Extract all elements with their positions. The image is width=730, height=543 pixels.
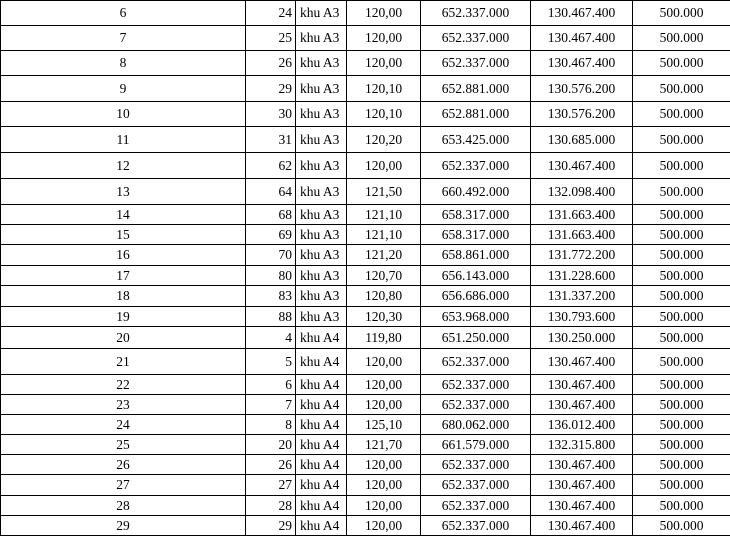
- fee-cell: 500.000: [633, 266, 730, 286]
- size-cell: 121,10: [347, 225, 421, 245]
- plot-number-cell: 62: [246, 153, 296, 179]
- table-row: [1, 435, 730, 455]
- price-cell: 652.881.000: [421, 102, 531, 127]
- fee-cell: 500.000: [633, 225, 730, 245]
- fee-cell: 500.000: [633, 179, 730, 205]
- area-cell: khu A3: [296, 127, 347, 153]
- size-cell: 120,00: [347, 153, 421, 179]
- row-number-cell: 13: [1, 179, 246, 205]
- table-row: [1, 205, 730, 225]
- table-row: [1, 496, 730, 516]
- row-number-cell: 26: [1, 455, 246, 475]
- price-cell: 658.861.000: [421, 245, 531, 266]
- plot-number-cell: 64: [246, 179, 296, 205]
- fee-cell: 500.000: [633, 415, 730, 435]
- size-cell: 120,10: [347, 102, 421, 127]
- row-number-cell: 20: [1, 327, 246, 349]
- row-number-cell: 21: [1, 349, 246, 375]
- row-number-cell: 12: [1, 153, 246, 179]
- size-cell: 120,00: [347, 375, 421, 395]
- deposit-cell: 130.576.200: [531, 102, 633, 127]
- size-cell: 121,70: [347, 435, 421, 455]
- deposit-cell: 130.250.000: [531, 327, 633, 349]
- deposit-cell: 130.467.400: [531, 51, 633, 76]
- area-cell: khu A3: [296, 225, 347, 245]
- area-cell: khu A4: [296, 475, 347, 496]
- price-cell: 651.250.000: [421, 327, 531, 349]
- row-number-cell: 8: [1, 51, 246, 76]
- plot-number-cell: 27: [246, 475, 296, 496]
- deposit-cell: 131.663.400: [531, 205, 633, 225]
- plot-number-cell: 26: [246, 455, 296, 475]
- plot-number-cell: 26: [246, 51, 296, 76]
- plot-number-cell: 30: [246, 102, 296, 127]
- plot-number-cell: 69: [246, 225, 296, 245]
- area-cell: khu A4: [296, 455, 347, 475]
- fee-cell: 500.000: [633, 205, 730, 225]
- row-number-cell: 19: [1, 307, 246, 327]
- fee-cell: 500.000: [633, 102, 730, 127]
- deposit-cell: 130.467.400: [531, 1, 633, 26]
- area-cell: khu A3: [296, 286, 347, 307]
- price-cell: 652.337.000: [421, 395, 531, 415]
- area-cell: khu A3: [296, 307, 347, 327]
- row-number-cell: 22: [1, 375, 246, 395]
- deposit-cell: 131.228.600: [531, 266, 633, 286]
- price-cell: 652.337.000: [421, 51, 531, 76]
- deposit-cell: 130.793.600: [531, 307, 633, 327]
- area-cell: khu A4: [296, 435, 347, 455]
- area-cell: khu A4: [296, 415, 347, 435]
- price-cell: 661.579.000: [421, 435, 531, 455]
- size-cell: 120,00: [347, 51, 421, 76]
- plot-number-cell: 29: [246, 76, 296, 102]
- fee-cell: 500.000: [633, 26, 730, 51]
- size-cell: 120,00: [347, 1, 421, 26]
- area-cell: khu A4: [296, 395, 347, 415]
- size-cell: 121,50: [347, 179, 421, 205]
- row-number-cell: 7: [1, 26, 246, 51]
- plot-number-cell: 6: [246, 375, 296, 395]
- plot-number-cell: 20: [246, 435, 296, 455]
- fee-cell: 500.000: [633, 51, 730, 76]
- area-cell: khu A4: [296, 496, 347, 516]
- row-number-cell: 6: [1, 1, 246, 26]
- price-cell: 652.337.000: [421, 1, 531, 26]
- row-number-cell: 9: [1, 76, 246, 102]
- size-cell: 120,70: [347, 266, 421, 286]
- size-cell: 120,00: [347, 455, 421, 475]
- deposit-cell: 130.467.400: [531, 153, 633, 179]
- row-number-cell: 16: [1, 245, 246, 266]
- price-cell: 652.337.000: [421, 475, 531, 496]
- fee-cell: 500.000: [633, 153, 730, 179]
- table-row: [1, 286, 730, 307]
- row-number-cell: 10: [1, 102, 246, 127]
- area-cell: khu A4: [296, 375, 347, 395]
- size-cell: 121,10: [347, 205, 421, 225]
- size-cell: 125,10: [347, 415, 421, 435]
- plot-number-cell: 83: [246, 286, 296, 307]
- area-cell: khu A3: [296, 205, 347, 225]
- fee-cell: 500.000: [633, 76, 730, 102]
- table-row: [1, 266, 730, 286]
- price-cell: 653.425.000: [421, 127, 531, 153]
- deposit-cell: 131.772.200: [531, 245, 633, 266]
- row-number-cell: 27: [1, 475, 246, 496]
- deposit-cell: 130.467.400: [531, 496, 633, 516]
- table-body: [1, 1, 730, 536]
- plot-number-cell: 80: [246, 266, 296, 286]
- area-cell: khu A3: [296, 26, 347, 51]
- table-row: [1, 245, 730, 266]
- table-row: [1, 51, 730, 76]
- area-cell: khu A3: [296, 153, 347, 179]
- row-number-cell: 29: [1, 516, 246, 536]
- fee-cell: 500.000: [633, 1, 730, 26]
- size-cell: 120,00: [347, 516, 421, 536]
- price-cell: 652.337.000: [421, 455, 531, 475]
- fee-cell: 500.000: [633, 349, 730, 375]
- price-cell: 652.337.000: [421, 516, 531, 536]
- plot-number-cell: 70: [246, 245, 296, 266]
- table-row: [1, 475, 730, 496]
- price-cell: 652.337.000: [421, 26, 531, 51]
- price-cell: 660.492.000: [421, 179, 531, 205]
- size-cell: 120,00: [347, 26, 421, 51]
- fee-cell: 500.000: [633, 127, 730, 153]
- fee-cell: 500.000: [633, 395, 730, 415]
- area-cell: khu A3: [296, 102, 347, 127]
- table-row: [1, 179, 730, 205]
- table-row: [1, 455, 730, 475]
- table-row: [1, 375, 730, 395]
- fee-cell: 500.000: [633, 496, 730, 516]
- deposit-cell: 130.685.000: [531, 127, 633, 153]
- price-cell: 656.686.000: [421, 286, 531, 307]
- area-cell: khu A4: [296, 349, 347, 375]
- area-cell: khu A3: [296, 245, 347, 266]
- table-row: [1, 349, 730, 375]
- table-row: [1, 1, 730, 26]
- fee-cell: 500.000: [633, 375, 730, 395]
- size-cell: 120,10: [347, 76, 421, 102]
- plot-number-cell: 28: [246, 496, 296, 516]
- plot-number-cell: 24: [246, 1, 296, 26]
- fee-cell: 500.000: [633, 435, 730, 455]
- plot-number-cell: 31: [246, 127, 296, 153]
- table-row: [1, 395, 730, 415]
- area-cell: khu A4: [296, 327, 347, 349]
- deposit-cell: 131.337.200: [531, 286, 633, 307]
- fee-cell: 500.000: [633, 307, 730, 327]
- table-row: [1, 127, 730, 153]
- area-cell: khu A3: [296, 266, 347, 286]
- table-row: [1, 327, 730, 349]
- price-cell: 652.337.000: [421, 153, 531, 179]
- price-cell: 680.062.000: [421, 415, 531, 435]
- table-row: [1, 225, 730, 245]
- deposit-cell: 132.315.800: [531, 435, 633, 455]
- price-cell: 652.881.000: [421, 76, 531, 102]
- price-cell: 658.317.000: [421, 225, 531, 245]
- size-cell: 120,80: [347, 286, 421, 307]
- fee-cell: 500.000: [633, 455, 730, 475]
- price-cell: 653.968.000: [421, 307, 531, 327]
- price-cell: 658.317.000: [421, 205, 531, 225]
- area-cell: khu A3: [296, 76, 347, 102]
- size-cell: 120,00: [347, 496, 421, 516]
- row-number-cell: 23: [1, 395, 246, 415]
- deposit-cell: 130.467.400: [531, 26, 633, 51]
- table-row: [1, 76, 730, 102]
- row-number-cell: 28: [1, 496, 246, 516]
- fee-cell: 500.000: [633, 516, 730, 536]
- deposit-cell: 130.467.400: [531, 375, 633, 395]
- deposit-cell: 130.467.400: [531, 475, 633, 496]
- price-cell: 652.337.000: [421, 375, 531, 395]
- size-cell: 120,00: [347, 475, 421, 496]
- table-row: [1, 516, 730, 536]
- size-cell: 120,20: [347, 127, 421, 153]
- size-cell: 119,80: [347, 327, 421, 349]
- fee-cell: 500.000: [633, 475, 730, 496]
- plot-number-cell: 29: [246, 516, 296, 536]
- price-cell: 656.143.000: [421, 266, 531, 286]
- size-cell: 120,00: [347, 395, 421, 415]
- table-row: [1, 307, 730, 327]
- deposit-cell: 131.663.400: [531, 225, 633, 245]
- deposit-cell: 130.467.400: [531, 455, 633, 475]
- fee-cell: 500.000: [633, 245, 730, 266]
- table-row: [1, 153, 730, 179]
- row-number-cell: 15: [1, 225, 246, 245]
- table-row: [1, 26, 730, 51]
- area-cell: khu A3: [296, 1, 347, 26]
- row-number-cell: 24: [1, 415, 246, 435]
- row-number-cell: 11: [1, 127, 246, 153]
- size-cell: 120,00: [347, 349, 421, 375]
- deposit-cell: 130.576.200: [531, 76, 633, 102]
- plot-number-cell: 5: [246, 349, 296, 375]
- deposit-cell: 130.467.400: [531, 516, 633, 536]
- table-row: [1, 415, 730, 435]
- area-cell: khu A4: [296, 516, 347, 536]
- plot-number-cell: 4: [246, 327, 296, 349]
- size-cell: 121,20: [347, 245, 421, 266]
- row-number-cell: 14: [1, 205, 246, 225]
- plot-number-cell: 25: [246, 26, 296, 51]
- size-cell: 120,30: [347, 307, 421, 327]
- row-number-cell: 18: [1, 286, 246, 307]
- fee-cell: 500.000: [633, 286, 730, 307]
- area-cell: khu A3: [296, 51, 347, 76]
- fee-cell: 500.000: [633, 327, 730, 349]
- plot-number-cell: 88: [246, 307, 296, 327]
- deposit-cell: 136.012.400: [531, 415, 633, 435]
- table-row: [1, 102, 730, 127]
- row-number-cell: 25: [1, 435, 246, 455]
- price-cell: 652.337.000: [421, 349, 531, 375]
- plot-number-cell: 7: [246, 395, 296, 415]
- deposit-cell: 130.467.400: [531, 395, 633, 415]
- plot-number-cell: 68: [246, 205, 296, 225]
- row-number-cell: 17: [1, 266, 246, 286]
- price-cell: 652.337.000: [421, 496, 531, 516]
- deposit-cell: 132.098.400: [531, 179, 633, 205]
- area-cell: khu A3: [296, 179, 347, 205]
- deposit-cell: 130.467.400: [531, 349, 633, 375]
- plot-number-cell: 8: [246, 415, 296, 435]
